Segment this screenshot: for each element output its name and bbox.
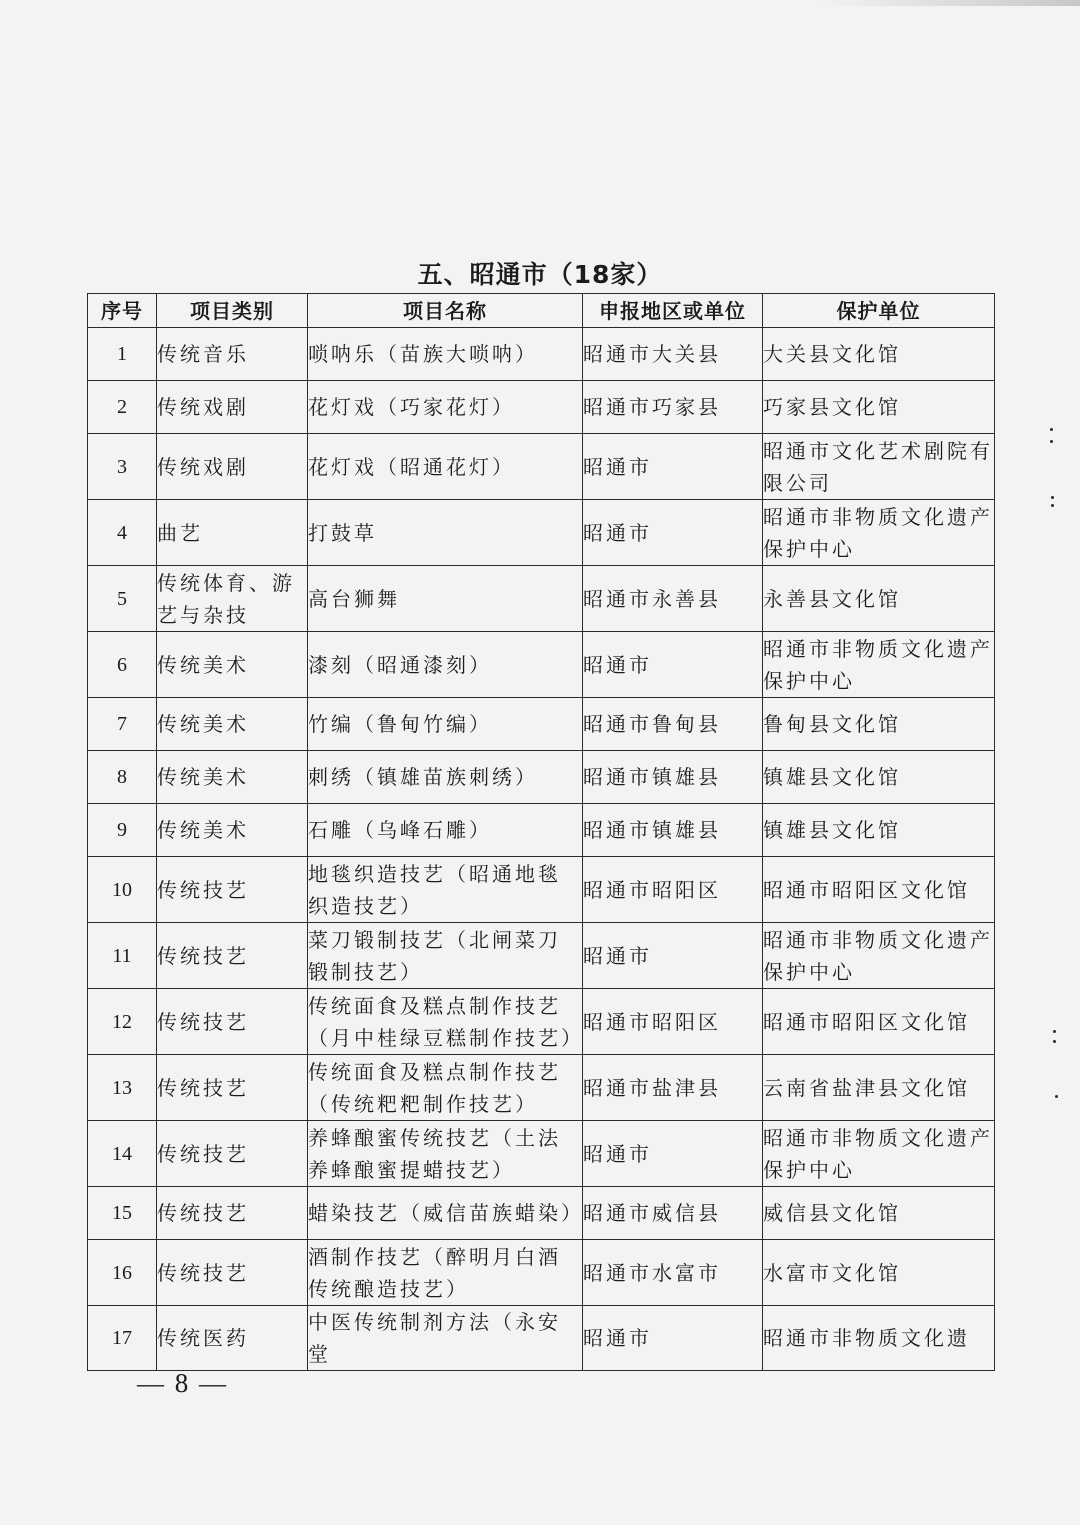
cell-serial: 12: [88, 989, 157, 1055]
cell-region: 昭通市盐津县: [583, 1055, 763, 1121]
cell-project-name: 传统面食及糕点制作技艺（月中桂绿豆糕制作技艺）: [308, 989, 583, 1055]
cell-region: 昭通市: [583, 923, 763, 989]
cell-category: 传统体育、游艺与杂技: [157, 566, 308, 632]
cell-region: 昭通市镇雄县: [583, 804, 763, 857]
cell-region: 昭通市: [583, 1306, 763, 1371]
cell-region: 昭通市昭阳区: [583, 989, 763, 1055]
table-row: [88, 1187, 995, 1240]
cell-category: 传统医药: [157, 1306, 308, 1371]
table-row: [88, 1121, 995, 1187]
table-header-row: [88, 294, 995, 328]
cell-protection-unit: 鲁甸县文化馆: [763, 698, 995, 751]
cell-category: 传统美术: [157, 698, 308, 751]
cell-project-name: 花灯戏（巧家花灯）: [308, 381, 583, 434]
cell-project-name: 打鼓草: [308, 500, 583, 566]
scan-speck: [1053, 1030, 1056, 1033]
cell-protection-unit: 威信县文化馆: [763, 1187, 995, 1240]
page-number: — 8 —: [137, 1368, 228, 1398]
cell-project-name: 高台狮舞: [308, 566, 583, 632]
cell-protection-unit: 昭通市非物质文化遗: [763, 1306, 995, 1371]
cell-region: 昭通市: [583, 632, 763, 698]
table-row: [88, 381, 995, 434]
cell-serial: 5: [88, 566, 157, 632]
cell-region: 昭通市水富市: [583, 1240, 763, 1306]
heritage-list-table: [87, 293, 995, 1371]
cell-category: 传统技艺: [157, 857, 308, 923]
cell-category: 传统技艺: [157, 1121, 308, 1187]
header-project-name: 项目名称: [308, 294, 583, 328]
cell-region: 昭通市: [583, 500, 763, 566]
cell-protection-unit: 永善县文化馆: [763, 566, 995, 632]
cell-project-name: 蜡染技艺（威信苗族蜡染）: [308, 1187, 583, 1240]
header-serial: 序号: [88, 294, 157, 328]
cell-region: 昭通市巧家县: [583, 381, 763, 434]
cell-protection-unit: 昭通市非物质文化遗产保护中心: [763, 1121, 995, 1187]
cell-region: 昭通市永善县: [583, 566, 763, 632]
cell-protection-unit: 水富市文化馆: [763, 1240, 995, 1306]
table-row: [88, 989, 995, 1055]
cell-protection-unit: 巧家县文化馆: [763, 381, 995, 434]
cell-region: 昭通市威信县: [583, 1187, 763, 1240]
cell-serial: 11: [88, 923, 157, 989]
cell-serial: 10: [88, 857, 157, 923]
table-row: [88, 857, 995, 923]
cell-protection-unit: 昭通市昭阳区文化馆: [763, 857, 995, 923]
table-row: [88, 751, 995, 804]
cell-project-name: 漆刻（昭通漆刻）: [308, 632, 583, 698]
cell-protection-unit: 昭通市非物质文化遗产保护中心: [763, 923, 995, 989]
scan-speck: [1050, 428, 1053, 431]
cell-project-name: 养蜂酿蜜传统技艺（土法养蜂酿蜜提蜡技艺）: [308, 1121, 583, 1187]
cell-serial: 15: [88, 1187, 157, 1240]
cell-category: 传统戏剧: [157, 381, 308, 434]
table-row: [88, 923, 995, 989]
cell-project-name: 刺绣（镇雄苗族刺绣）: [308, 751, 583, 804]
cell-protection-unit: 大关县文化馆: [763, 328, 995, 381]
cell-serial: 3: [88, 434, 157, 500]
cell-project-name: 中医传统制剂方法（永安堂: [308, 1306, 583, 1371]
cell-protection-unit: 镇雄县文化馆: [763, 804, 995, 857]
cell-project-name: 竹编（鲁甸竹编）: [308, 698, 583, 751]
scan-speck: [1050, 440, 1053, 443]
cell-protection-unit: 云南省盐津县文化馆: [763, 1055, 995, 1121]
cell-project-name: 地毯织造技艺（昭通地毯织造技艺）: [308, 857, 583, 923]
table-body: [88, 328, 995, 1371]
header-protection-unit: 保护单位: [763, 294, 995, 328]
scan-speck: [1051, 496, 1054, 499]
cell-serial: 1: [88, 328, 157, 381]
section-title: 五、昭通市（18家）: [417, 260, 663, 289]
table-row: [88, 1306, 995, 1371]
cell-protection-unit: 昭通市昭阳区文化馆: [763, 989, 995, 1055]
cell-category: 传统美术: [157, 632, 308, 698]
cell-project-name: 唢呐乐（苗族大唢呐）: [308, 328, 583, 381]
table-row: [88, 500, 995, 566]
cell-region: 昭通市: [583, 434, 763, 500]
table-row: [88, 698, 995, 751]
cell-project-name: 花灯戏（昭通花灯）: [308, 434, 583, 500]
cell-category: 传统技艺: [157, 1055, 308, 1121]
table-row: [88, 434, 995, 500]
scan-speck: [1053, 1040, 1056, 1043]
cell-project-name: 石雕（乌峰石雕）: [308, 804, 583, 857]
cell-project-name: 酒制作技艺（醉明月白酒传统酿造技艺）: [308, 1240, 583, 1306]
scan-edge-shadow: [820, 0, 1080, 6]
cell-serial: 4: [88, 500, 157, 566]
cell-protection-unit: 昭通市非物质文化遗产保护中心: [763, 500, 995, 566]
cell-serial: 6: [88, 632, 157, 698]
cell-serial: 8: [88, 751, 157, 804]
cell-region: 昭通市: [583, 1121, 763, 1187]
cell-category: 传统技艺: [157, 989, 308, 1055]
header-region: 申报地区或单位: [583, 294, 763, 328]
cell-serial: 9: [88, 804, 157, 857]
cell-region: 昭通市镇雄县: [583, 751, 763, 804]
cell-category: 曲艺: [157, 500, 308, 566]
cell-serial: 13: [88, 1055, 157, 1121]
cell-serial: 14: [88, 1121, 157, 1187]
table-row: [88, 328, 995, 381]
cell-project-name: 菜刀锻制技艺（北闸菜刀锻制技艺）: [308, 923, 583, 989]
cell-serial: 7: [88, 698, 157, 751]
scan-speck: [1051, 504, 1054, 507]
cell-category: 传统美术: [157, 751, 308, 804]
cell-protection-unit: 镇雄县文化馆: [763, 751, 995, 804]
cell-protection-unit: 昭通市文化艺术剧院有限公司: [763, 434, 995, 500]
cell-serial: 2: [88, 381, 157, 434]
cell-region: 昭通市昭阳区: [583, 857, 763, 923]
table-row: [88, 1055, 995, 1121]
cell-region: 昭通市大关县: [583, 328, 763, 381]
table-row: [88, 632, 995, 698]
scan-speck: [1055, 1095, 1058, 1098]
cell-category: 传统戏剧: [157, 434, 308, 500]
cell-category: 传统技艺: [157, 1187, 308, 1240]
cell-category: 传统音乐: [157, 328, 308, 381]
table-row: [88, 566, 995, 632]
cell-serial: 17: [88, 1306, 157, 1371]
cell-region: 昭通市鲁甸县: [583, 698, 763, 751]
cell-serial: 16: [88, 1240, 157, 1306]
cell-category: 传统技艺: [157, 923, 308, 989]
cell-project-name: 传统面食及糕点制作技艺（传统粑粑制作技艺）: [308, 1055, 583, 1121]
table-row: [88, 1240, 995, 1306]
table-row: [88, 804, 995, 857]
cell-category: 传统技艺: [157, 1240, 308, 1306]
cell-category: 传统美术: [157, 804, 308, 857]
cell-protection-unit: 昭通市非物质文化遗产保护中心: [763, 632, 995, 698]
header-category: 项目类别: [157, 294, 308, 328]
